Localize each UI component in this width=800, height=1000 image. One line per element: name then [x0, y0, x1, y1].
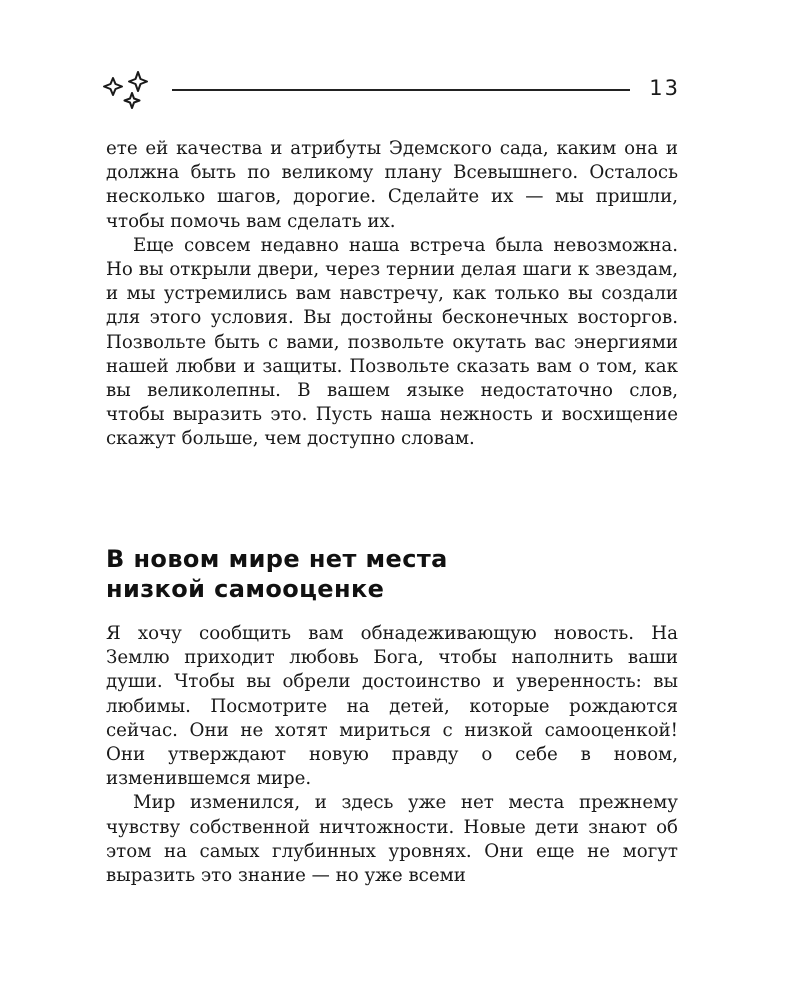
section-heading [106, 544, 678, 604]
paragraph: Я хочу сообщить вам обнадеживающую новость. На Землю приходит любовь Бога, чтобы наполнить ваши души. Чтобы вы обрели достоинство и уверенность: вы любимы. Посмотрите на детей, которые рождаются сейчас. Они не хотят мириться с низкой самооценкой! Они утверждают новую правду о себе в новом, изменившемся мире. [106, 623, 678, 790]
paragraph: Мир изменился, и здесь уже нет места прежнему чувству собственной ничтожности. Новые дети знают об этом на самых глубинных уровнях. Они еще не могут выразить это знание — но уже всеми [106, 792, 678, 887]
section-text [106, 622, 678, 888]
continuation-text [106, 137, 678, 452]
section-heading-line: низкой самооценке [106, 575, 385, 603]
header-rule [172, 89, 630, 91]
sparkle-stars-icon [100, 68, 158, 112]
paragraph: ете ей качества и атрибуты Эдемского сада, каким она и должна быть по великому плану Всевышнего. Осталось несколько шагов, дорогие. Сделайте их — мы пришли, чтобы помочь вам сделать их. [106, 138, 678, 232]
page-number: 13 [649, 76, 680, 100]
page-header [100, 68, 684, 112]
paragraph: Еще совсем недавно наша встреча была невозможна. Но вы открыли двери, через тернии делая шаги к звездам, и мы устремились вам навстречу, как только вы создали для этого условия. Вы достойны бесконечных восторгов. Позвольте быть с вами, позвольте окутать вас энергиями нашей любви и защиты. Позвольте сказать вам о том, как вы великолепны. В вашем языке недостаточно слов, чтобы выразить это. Пусть наша нежность и восхищение скажут больше, чем доступно словам. [106, 234, 678, 450]
section-heading-line: В новом мире нет места [106, 545, 448, 573]
